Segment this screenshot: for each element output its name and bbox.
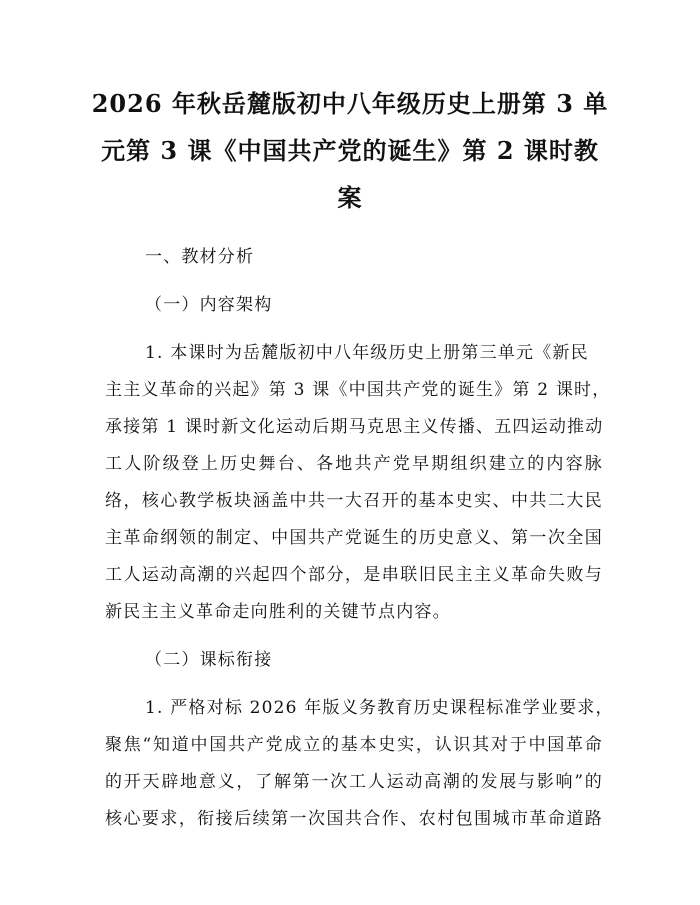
title-line: 元第 3 课《中国共产党的诞生》第 2 课时教 bbox=[101, 136, 599, 165]
paragraph-line: 工人阶级登上历史舞台、各地共产党早期组织建立的内容脉 bbox=[105, 454, 603, 474]
paragraph-line: 1. 本课时为岳麓版初中八年级历史上册第三单元《新民 bbox=[145, 343, 589, 363]
paragraph-line: 1. 严格对标 2026 年版义务教育历史课程标准学业要求， bbox=[145, 698, 614, 718]
document-title bbox=[80, 80, 620, 221]
paragraph-line: 络，核心教学板块涵盖中共一大召开的基本史实、中共二大民 bbox=[105, 491, 603, 511]
paragraph-line: 工人运动高潮的兴起四个部分，是串联旧民主主义革命失败与 bbox=[105, 565, 603, 585]
paragraph-line: 主主义革命的兴起》第 3 课《中国共产党的诞生》第 2 课时， bbox=[105, 380, 611, 400]
paragraph-line: 新民主主义革命走向胜利的关键节点内容。 bbox=[105, 602, 451, 622]
paragraph-line: 聚焦“知道中国共产党成立的基本史实，认识其对于中国革命 bbox=[105, 735, 603, 755]
title-line: 2026 年秋岳麓版初中八年级历史上册第 3 单 bbox=[91, 89, 609, 118]
subsection-heading: （一）内容架构 bbox=[145, 295, 273, 315]
subsection-heading: （二）课标衔接 bbox=[145, 650, 273, 670]
paragraph-line: 的开天辟地意义，了解第一次工人运动高潮的发展与影响”的 bbox=[105, 772, 603, 792]
section-heading: 一、教材分析 bbox=[145, 247, 255, 267]
paragraph-line: 核心要求，衔接后续第一次国共合作、农村包围城市革命道路 bbox=[105, 809, 603, 829]
title-line: 案 bbox=[337, 183, 363, 212]
paragraph-line: 承接第 1 课时新文化运动后期马克思主义传播、五四运动推动 bbox=[105, 417, 604, 437]
paragraph-line: 主革命纲领的制定、中国共产党诞生的历史意义、第一次全国 bbox=[105, 528, 603, 548]
